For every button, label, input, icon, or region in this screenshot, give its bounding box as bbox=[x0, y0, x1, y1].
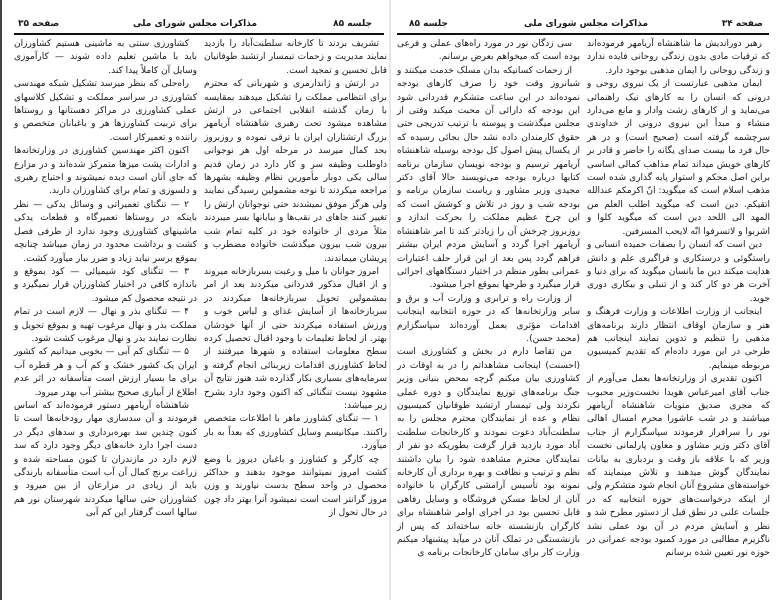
header-rule bbox=[14, 33, 384, 35]
paragraph: سی زدگان نور در مورد راه‌های عملی و فرعی بوده است که میخواهم بعرض برسانم. bbox=[397, 39, 580, 63]
paragraph: راه‌حلی که بنظر میرسد تشکیل شبکه مهندسی کشاورزی در سراسر مملکت و تشکیل کلاسهای عملی کشاورزی در مراکز دهستانها و روستاها برای تربیت کشاورزها هر و باغبانان متخصص و راننده و تعمیرکار است. bbox=[14, 79, 197, 143]
paragraph: رهبر دوراندیش ما شاهنشاه آریامهر فرموده‌اند که ترقیات مادی بدون زندگی روحانی فایده ندارد و زندگی روحانی را ایمان مذهبی بوجود دارد. bbox=[587, 39, 770, 76]
text-column-right bbox=[204, 38, 387, 521]
paragraph: دین است که انسان را بصفات حمیده انسانی و راستگوئی و درستکاری و فراگیری علم و دانش هدایت میکند دین ما بانسان میگوید که برای دنیا و آخرت هر دو کار کند و از تنبلی و بیکاری دوری جوید. bbox=[587, 240, 770, 304]
paragraph: ایمان مذهبی عبارتست از یک نیروی روحی و درونی که انسان را به کارهای نیک راهنمائی می‌نماید و از کارهای زشت وادار و مانع می‌دارد منشاء و مبدأ این نیروی درونی از خداوندی سرچشمه گرفته است (صحیح است) و در هر حال فرد ما بیست صدای یگانه را حاضر و قادر بر کارهای خویش میداند تمام مذاهب کمالی اساسی براین اصل محکم و استوار پایه گذاری شده است مذهب اسلام است که میگوید: انّ اکرمکم عندالله اتقیکم. دین است که میگوید اطلب العلم من المهد الی اللحد دین است که میگوید کلوا و اشربوا و لاتسرفوا انّه لایحب المسرفین. bbox=[587, 79, 770, 237]
paragraph: ۳ — تنگنای کود شیمیائی — کود بموقع و باندازه کافی در اختیار کشاورزان قرار نمیگیرد و در نتیجه محصول کم میشود. bbox=[14, 266, 197, 304]
paragraph: امروز جوانان با میل و رغبت بسربازخانه میروند و از اقبال مذکور قدردانی میکردند بعد از امر بمشمولین تحویل سربازخانه‌ها میکردند در سربازخانه‌ها از آسایش غذای و لباس خوب و ورزش استفاده میکردند حتی از آنها خودشان بهتر. از لحاظ تعلیمات با وجود اقبال تحصیل کرده سطح معلومات استفاده و شهرها میرفتند از لحاظ کشاورزی اقدامات زیربنائی انجام گرفته و سرمایه‌های بسیاری بکار گذارده شد هنوز نتایج آن مشهود نیست تنگنائی که اکنون وجود دارد بشرح زیر میباشد: bbox=[204, 266, 387, 411]
text-column-right bbox=[587, 38, 770, 561]
right-page bbox=[391, 0, 781, 600]
page-number: صفحه ۳۴ bbox=[721, 19, 763, 29]
paragraph: من تقاضا دارم در بخش و کشاورزی است (احسنت) اینجانب مشاهداتم را در به اوقات در کشاورزی بیان میکنم گرچه بمحض بنیانی وزیر جنگ برنامه‌های توزیع نمایندگان و دوره عملی نکردند ولی تیمسار ارتشبد طوفانیان کمیسیون نظام و عده از نمایندگان محترم مجلس را به سلطنت‌آباد دعوت نمودند و کارخانجات سلطنت آباد مورد بازدید قرار گرفت بطوریکه دو نفر از نمایندگان محترم مشاهده شود را بیان داشتند نظم و ترتیب و نظافت و بهره برداری آن کارخانه نمونه بود تأسیس آرامشی کارگران با خانواده آنان از لحاظ مسکن فروشگاه و وسایل رفاهی قابل تحسین بود در اجرای اوامر شاهنشاه برای کارگران بازنشسته خانه ساخته‌اند که پس از بازنشستگی در تملک آنان در میآید پیشنهاد میکنم وزارت کار برای سامان کارخانجات برنامه ی bbox=[397, 347, 580, 559]
page-header bbox=[10, 15, 380, 33]
paragraph: از زحمات کسانیکه بدان مسلک خدمت میکنند و شبانروز وقت خود را صرف کارهای بودجه نموده‌اند در این ساعت متشکرم قدردانی شود این بودجه که دارائی آن محبت میکند وقتی از مجلس میگذشت و پیوسته با ترتیب تدریجی حتی حقوق کارمندان داده نشد حال بجائی رسیده که از یکسال پیش اصول کل بودجه بوسیله شاهنشاه آریامهر ترسیم و بودجه نویسان سازمان برنامه کتابها درباره بودجه می‌نویسند حالا آقای دکتر مجیدی وزیر مشاور و ریاست سازمان برنامه و بودجه شب و روز در تلاش و کوشش است که این چرخ عظیم مملکت را بحرکت اندازد و روزبروز چرخش آن را زیادتر کند تا امر شاهنشاه آریامهر اجرا گردد و آسایش مردم ایران بیشتر فراهم گردد پس بعد از این قرار حلف اعتبارات عمرانی بطور منظم در اختیار دستگاههای اجرائی قرار میگیرد و طرحها بموقع اجرا میشود. bbox=[397, 65, 580, 291]
paragraph: در ارتش و ژاندارمری و شهربانی که محترم برای انتظامی مملکت را تشکیل میدهند بمقایسه با زمان گذشته انقلابی اجتماعی در ارتش مشاهده میشود تحت رهبری شاهنشاه آریامهر بزرگ ارتشتاران ایران با ترقی نموده و روزبروز بحد کمال میرسد در مرحله اول هر نوجوانی داوطلب وظیفه سر و کار دارد در زمان قدیم سالی یکی دوبار مأمورین نظام وظیفه بشهرها مراجعه میکردند تا نوجه مشمولین رسیدگی نمایند ولی هرگز موفق نمیشدند حتی نوجوانان ارتش را تغییر کنند جاهای در نقب‌ها و بیابانها بسر میبردند مثلاً مردی از خانواده خود در کلیه تمام شب بیرون شب بیرون میگذشت خانواده مضطرب و پریشان میماندند. bbox=[204, 79, 387, 264]
paragraph: چه کارگر و کشاورز و باغبان دیروز با وضع کشت امروز نمیتوانند موجود بدهند و حداکثر محصول در واحد سطح بدست نیاورند و وزن مروز گرانتر است است نمیشود آنرا بهتر داد چون در حال تحول از bbox=[204, 454, 387, 519]
paragraph: از وزارت راه و ترابری و وزارت آب و برق و سایر وزارتخانه‌ها که در حوزه انتخابیه اینجانب اقدامات مؤثری بعمل آورده‌اند سپاسگزارم (محمد حسن). bbox=[397, 293, 580, 344]
paragraph: اکنون اکثر مهندسین کشاورزی در وزارتخانه‌ها و ادارات پشت میزها متمرکز شده‌اند و در مزارع که جای آنان است دیده نمیشوند و احتیاج رهبری و دلسوزی و تمام برای کشاورزان دارند. bbox=[14, 146, 197, 197]
paragraph: ۲ — تنگنای تعمیراتی و وسائل یدکی — نظر باینکه در روستاها تعمیرگاه و قطعات یدکی ماشینهای کشاورزی وجود ندارد از طرفی فصل کشت و برداشت محدود در زمان میباشد چنانچه بموقع برسر نیاید زیاد و ضرر ببار میآورد کشت. bbox=[14, 199, 197, 264]
paragraph: تشریف بردند تا کارخانه سلطنت‌آباد را بازدید نمایند مدیریت و زحمات تیمسار ارتشبد طوفانیان قابل تحسین و تمجید است. bbox=[204, 39, 387, 76]
paragraph: اکنون تقدیری از وزارتخانه‌ها بعمل می‌آورم از جناب آقای امیرعباس هویدا نخست‌وزیر محبوب که مجری صدیق منویات شاهنشاه آریامهر میباشند و در شب عاشورا محرم امسال اهالی نور را سرافراز فرمودند سپاسگزارم از جناب آقای دکتر وزیر مشاور و معاون پارلمانی نخست وزیر که با علاقه باز وقت و بردباری به بیانات نمایندگان گوش میدهند و تلاش مینمایند که خواسته‌های مشروع آنان انجام شود متشکرم ولی از اینکه درخواست‌های حوزه انتخابیه که در جلسات علنی در نطق قبل از دستور مطرح شد و نظر و آسایش مردم در آن بود عملی نشد ناگزیرم مطالبی در مورد کمبود بودجه عمرانی در حوزه نور تعیین شده برسانم bbox=[587, 374, 770, 559]
header-rule bbox=[397, 33, 769, 35]
paragraph: اینجانب از وزارت اطلاعات و وزارت فرهنگ و هنر و سازمان اوقاف انتظار دارند برنامه‌های مذهبی را تنظیم و تدوین نمایند اینجانب هم طرحی در این مورد داده‌ام که تقدیم کمیسیون مربوطه مینمایم. bbox=[587, 307, 770, 371]
page-header bbox=[401, 15, 771, 33]
session-number: جلسه ۸۵ bbox=[409, 19, 448, 29]
left-page bbox=[0, 0, 390, 600]
paragraph: کشاورزی سنتی به ماشینی هستیم کشاورزان باید با ماشین تعلیم داده شوند — کارآموزی وسایل آن کاملاً پیدا کند. bbox=[14, 39, 197, 76]
paragraph: شاهنشاه آریامهر دستور فرموده‌اند که اساس فرمودند و آن سدسازی مهار رودخانه‌ها است تا کنون چندین سد بهره‌برداری و سدهای دیگر در دست اجرا دارد خانه‌های دیگر وجود دارد که سد لازم دارد در مازندران تا کنون مساحته شده و زراعت برنج کمال آن آب است متأسفانه بارندگی باید از زیادی در مزارعان از بین میرود و کشاورزان حتی سالها میکردند شهرستان نور هم سالها است گرفتار این کم آبی bbox=[14, 400, 197, 519]
session-number: جلسه ۸۵ bbox=[333, 19, 372, 29]
text-column-left bbox=[397, 38, 580, 561]
paragraph: ۱ — تنگنای کشاورز ماهر با اطلاعات متخصص راکنند. میکانیسم وسایل کشاورزی که بعداً به بار میآورد. bbox=[204, 414, 387, 452]
running-title: مذاکرات مجلس شورای ملی bbox=[132, 19, 258, 29]
text-column-left bbox=[14, 38, 197, 521]
paragraph: ۴ — تنگنای بذر و نهال — لازم است در تمام مملکت بذر و نهال مرغوب تهیه و بموقع تحویل و نظارت نمایند بذر و نهال مرغوب کشت شود. bbox=[14, 307, 197, 344]
page-number: صفحه ۳۵ bbox=[18, 19, 60, 29]
running-title: مذاکرات مجلس شورای ملی bbox=[523, 19, 649, 29]
paragraph: ۵ — تنگنای کم آبی — بخوبی میدانیم که کشور ایران یک کشور خشک و کم آب و هر قطره آب برای ما بسیار ارزش است متأسفانه در اثر عدم اطلاع از آبیاری صحیح بیشتر آب بهدر میرود. bbox=[14, 347, 197, 398]
